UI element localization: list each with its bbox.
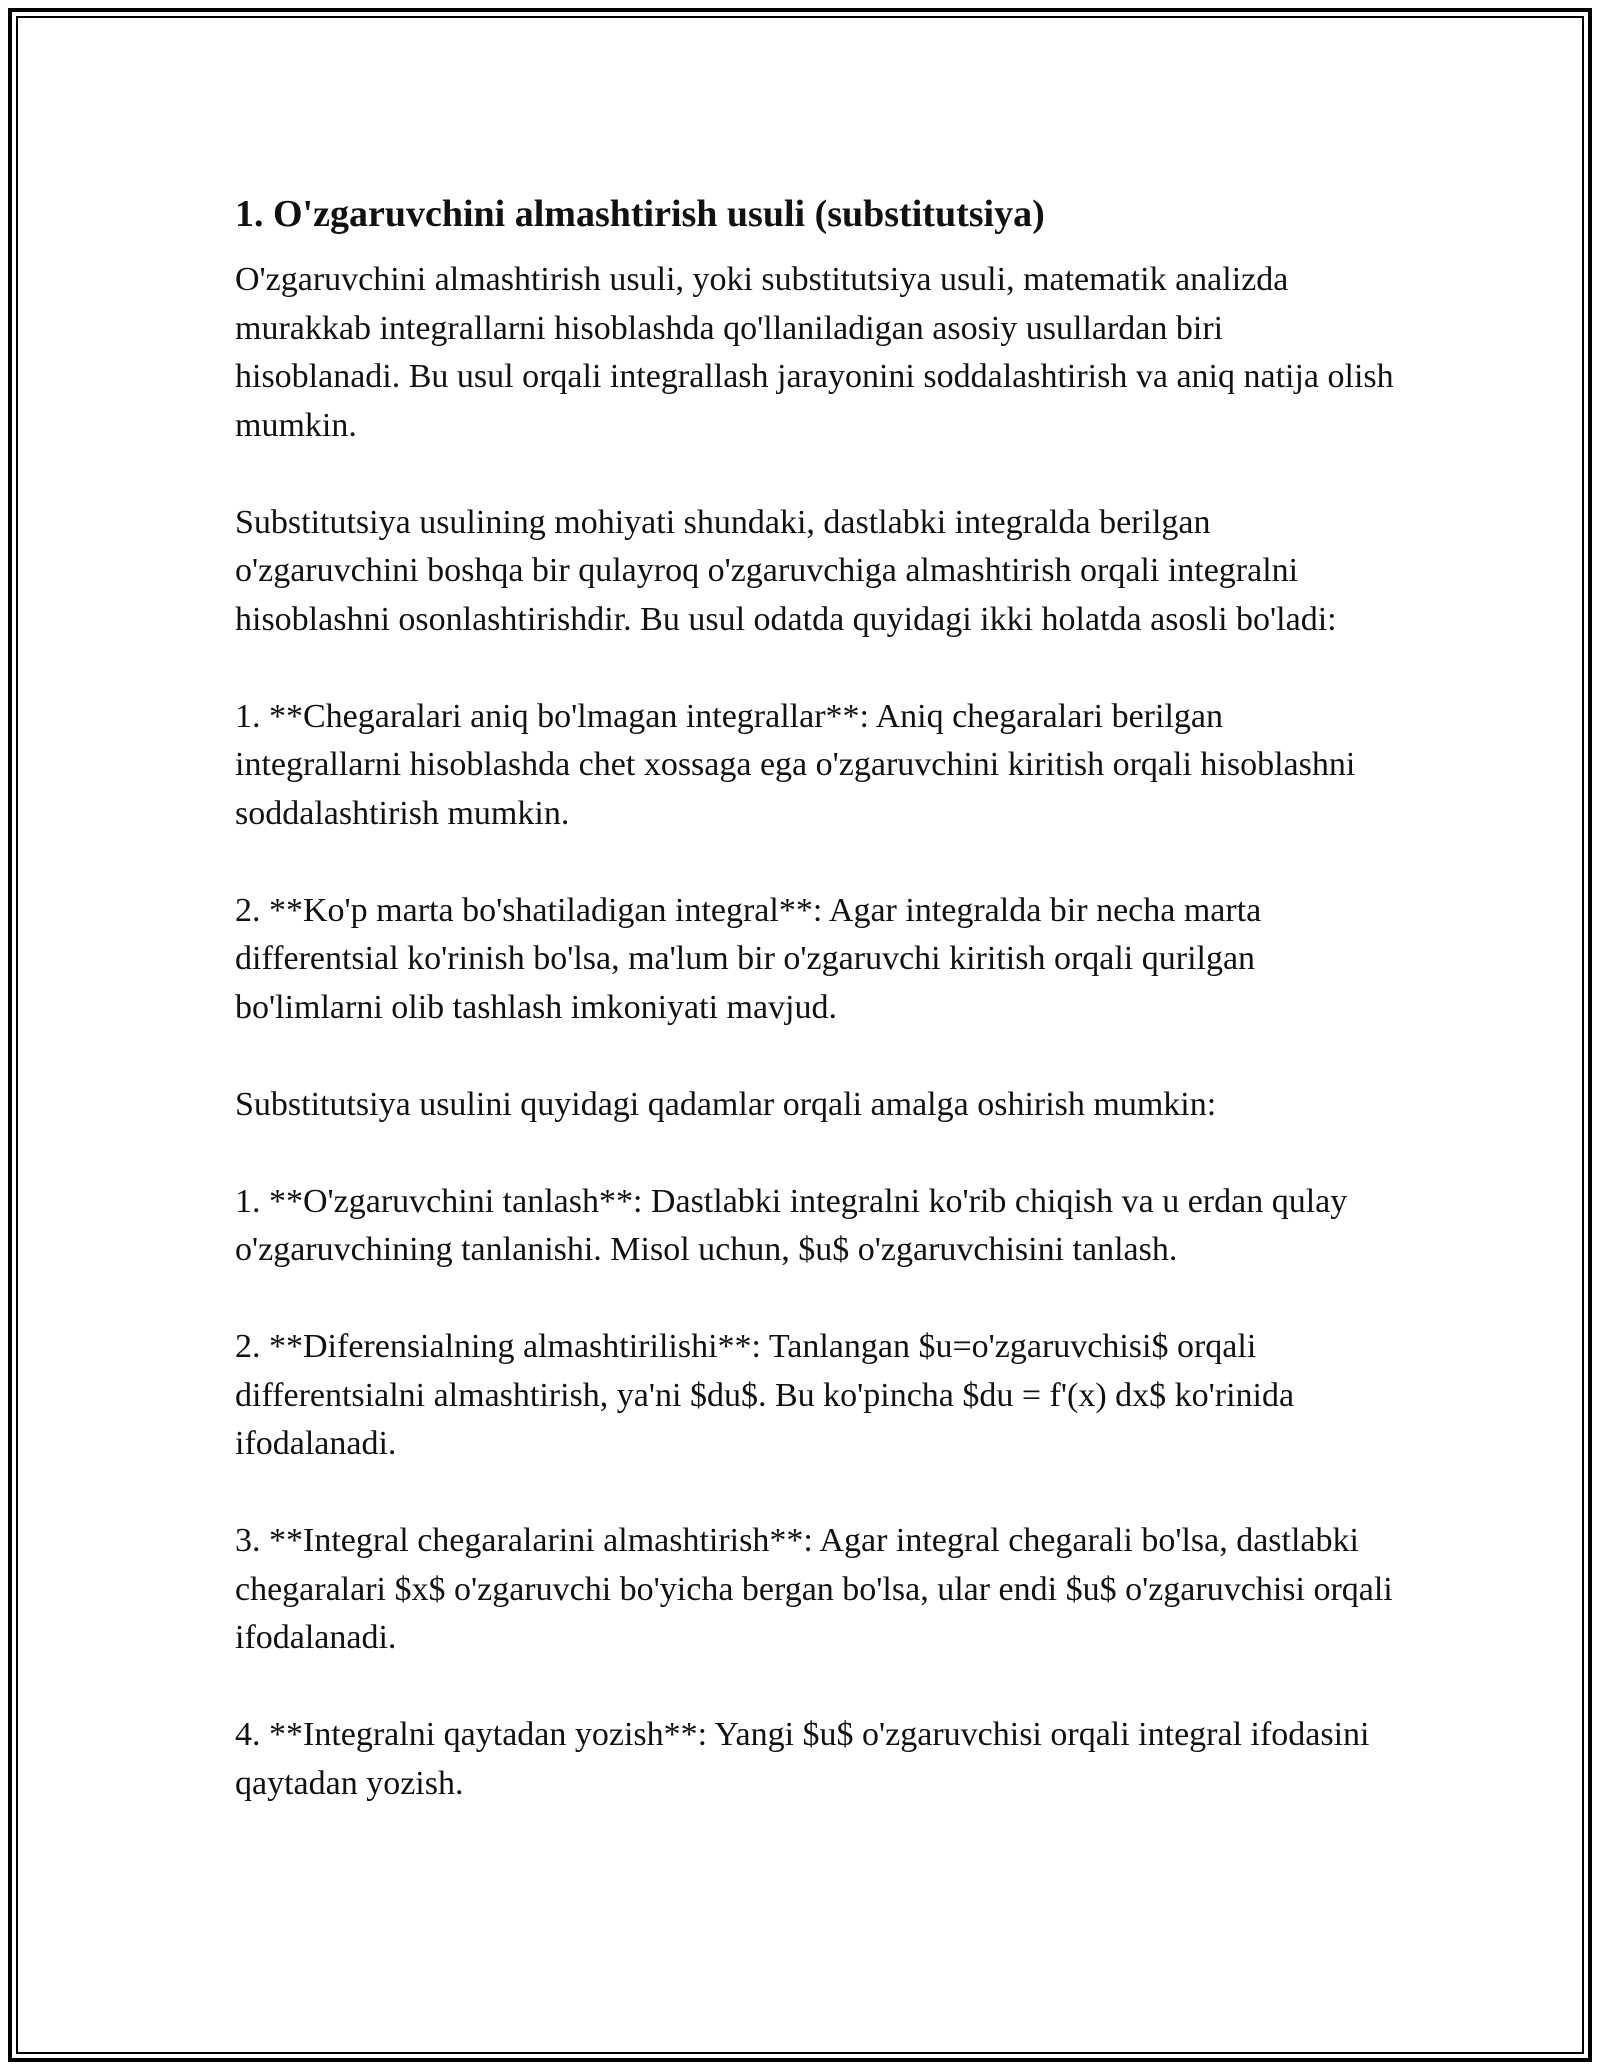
paragraph-essence: Substitutsiya usulining mohiyati shundaki, dastlabki integralda berilgan o'zgaruvchini boshqa bir qulayroq o'zgaruvchiga almashtirish orqali integralni hisoblashni osonlashtirishdir. Bu usul odatda quyidagi ikki holatda asosli bo'ladi: xyxy=(235,503,1337,638)
paragraph-intro: O'zgaruvchini almashtirish usuli, yoki substitutsiya usuli, matematik analizda murakkab integrallarni hisoblashda qo'llaniladigan asosiy usullardan biri hisoblanadi. Bu usul orqali integrallash jarayonini soddalashtirish va aniq natija olish mumkin. xyxy=(235,261,1394,444)
document-body xyxy=(235,188,1395,1808)
list-item-step-4: 4. **Integralni qaytadan yozish**: Yangi $u$ o'zgaruvchisi orqali integral ifodasini qaytadan yozish. xyxy=(235,1716,1370,1802)
paragraph-steps-intro: Substitutsiya usulini quyidagi qadamlar orqali amalga oshirish mumkin: xyxy=(235,1085,1217,1123)
list-item-step-3: 3. **Integral chegaralarini almashtirish**: Agar integral chegarali bo'lsa, dastlabki chegaralari $x$ o'zgaruvchi bo'yicha bergan bo'lsa, ular endi $u$ o'zgaruvchisi orqali ifodalanadi. xyxy=(235,1522,1393,1656)
list-item-case-2: 2. **Ko'p marta bo'shatiladigan integral**: Agar integralda bir necha marta differentsial ko'rinish bo'lsa, ma'lum bir o'zgaruvchi kiritish orqali qurilgan bo'limlarni olib tashlash imkoniyati mavjud. xyxy=(235,891,1262,1026)
list-item-step-2: 2. **Diferensialning almashtirilishi**: Tanlangan $u=o'zgaruvchisi$ orqali differentsialni almashtirish, ya'ni $du$. Bu ko'pincha $du = f'(x) dx$ ko'rinida ifodalanadi. xyxy=(235,1328,1295,1462)
list-item-step-1: 1. **O'zgaruvchini tanlash**: Dastlabki integralni ko'rib chiqish va u erdan qulay o'zgaruvchining tanlanishi. Misol uchun, $u$ o'zgaruvchisini tanlash. xyxy=(235,1182,1348,1268)
list-item-case-1: 1. **Chegaralari aniq bo'lmagan integrallar**: Aniq chegaralari berilgan integrallarni hisoblashda chet xossaga ega o'zgaruvchini kiritish orqali hisoblashni soddalashtirish mumkin. xyxy=(235,697,1356,832)
section-heading: 1. O'zgaruvchini almashtirish usuli (substitutsiya) xyxy=(235,193,1045,235)
